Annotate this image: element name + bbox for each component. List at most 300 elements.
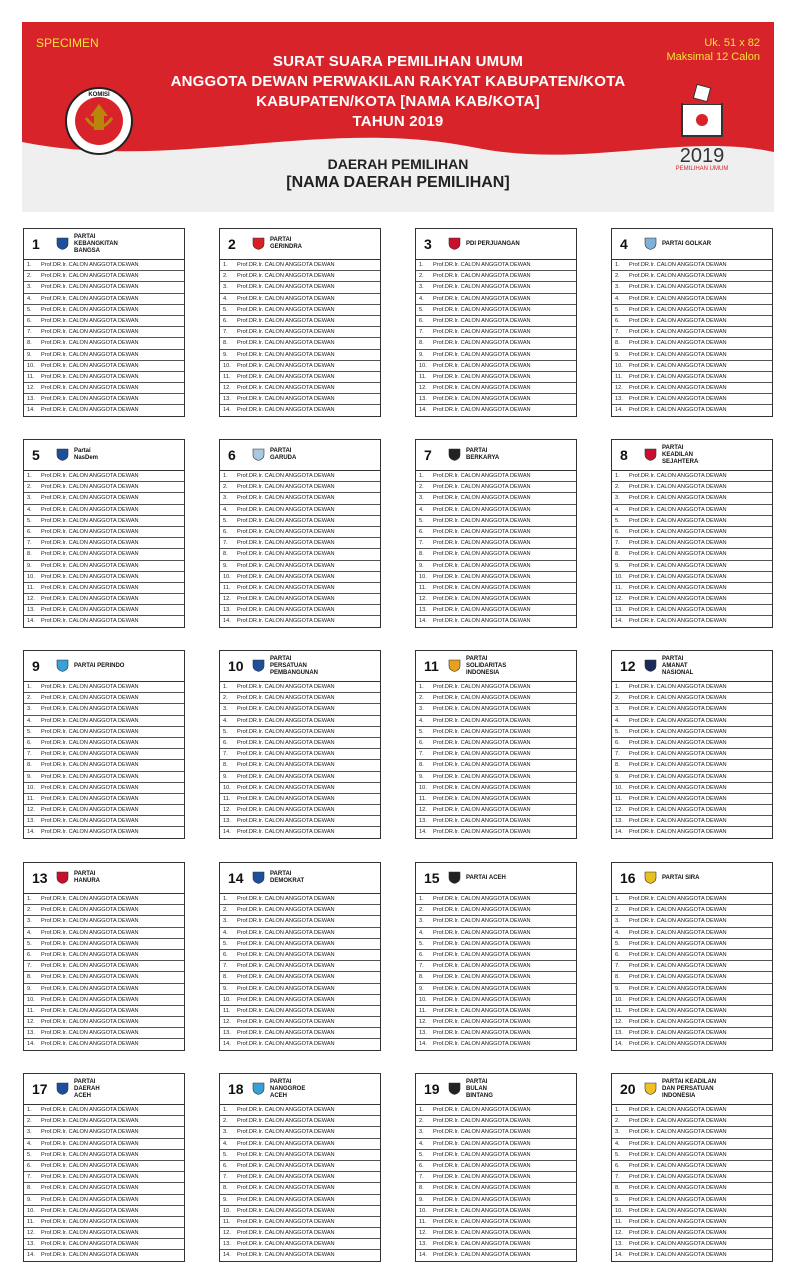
candidate-row[interactable] xyxy=(24,383,184,394)
candidate-row[interactable] xyxy=(612,616,772,626)
party-header[interactable] xyxy=(220,651,380,682)
candidate-row[interactable] xyxy=(220,772,380,783)
candidate-row[interactable] xyxy=(24,772,184,783)
candidate-row[interactable] xyxy=(612,294,772,305)
candidate-row[interactable] xyxy=(416,1228,576,1239)
candidate-row[interactable] xyxy=(416,1006,576,1017)
candidate-row[interactable] xyxy=(416,794,576,805)
candidate-row[interactable] xyxy=(220,894,380,905)
candidate-row[interactable] xyxy=(612,772,772,783)
candidate-row[interactable] xyxy=(24,271,184,282)
candidate-row[interactable] xyxy=(416,772,576,783)
candidate-row[interactable] xyxy=(220,1206,380,1217)
candidate-row[interactable] xyxy=(220,394,380,405)
party-header[interactable] xyxy=(24,863,184,894)
candidate-row[interactable] xyxy=(612,1017,772,1028)
party-header[interactable] xyxy=(416,651,576,682)
candidate-row[interactable] xyxy=(612,693,772,704)
candidate-row[interactable] xyxy=(416,1250,576,1260)
candidate-row[interactable] xyxy=(24,1217,184,1228)
candidate-row[interactable] xyxy=(220,1172,380,1183)
candidate-row[interactable] xyxy=(24,316,184,327)
candidate-row[interactable] xyxy=(416,505,576,516)
candidate-row[interactable] xyxy=(416,350,576,361)
candidate-row[interactable] xyxy=(612,805,772,816)
candidate-row[interactable] xyxy=(416,894,576,905)
candidate-row[interactable] xyxy=(220,516,380,527)
candidate-row[interactable] xyxy=(220,1116,380,1127)
candidate-row[interactable] xyxy=(612,1006,772,1017)
candidate-row[interactable] xyxy=(24,1028,184,1039)
candidate-row[interactable] xyxy=(220,727,380,738)
candidate-row[interactable] xyxy=(416,1217,576,1228)
candidate-row[interactable] xyxy=(24,682,184,693)
candidate-row[interactable] xyxy=(416,1195,576,1206)
candidate-row[interactable] xyxy=(612,682,772,693)
candidate-row[interactable] xyxy=(612,549,772,560)
candidate-row[interactable] xyxy=(220,783,380,794)
candidate-row[interactable] xyxy=(612,1161,772,1172)
candidate-row[interactable] xyxy=(612,760,772,771)
candidate-row[interactable] xyxy=(220,716,380,727)
party-header[interactable] xyxy=(612,863,772,894)
candidate-row[interactable] xyxy=(24,995,184,1006)
party-header[interactable] xyxy=(416,1074,576,1105)
candidate-row[interactable] xyxy=(220,1250,380,1260)
candidate-row[interactable] xyxy=(416,1028,576,1039)
candidate-row[interactable] xyxy=(416,516,576,527)
candidate-row[interactable] xyxy=(416,394,576,405)
candidate-row[interactable] xyxy=(24,1161,184,1172)
candidate-row[interactable] xyxy=(416,749,576,760)
candidate-row[interactable] xyxy=(24,493,184,504)
candidate-row[interactable] xyxy=(612,1028,772,1039)
candidate-row[interactable] xyxy=(220,505,380,516)
candidate-row[interactable] xyxy=(416,1161,576,1172)
candidate-row[interactable] xyxy=(220,583,380,594)
candidate-row[interactable] xyxy=(220,760,380,771)
candidate-row[interactable] xyxy=(416,961,576,972)
candidate-row[interactable] xyxy=(612,271,772,282)
candidate-row[interactable] xyxy=(612,482,772,493)
candidate-row[interactable] xyxy=(24,805,184,816)
candidate-row[interactable] xyxy=(24,538,184,549)
candidate-row[interactable] xyxy=(416,361,576,372)
candidate-row[interactable] xyxy=(24,738,184,749)
candidate-row[interactable] xyxy=(612,282,772,293)
candidate-row[interactable] xyxy=(220,282,380,293)
candidate-row[interactable] xyxy=(612,594,772,605)
candidate-row[interactable] xyxy=(220,561,380,572)
candidate-row[interactable] xyxy=(612,827,772,837)
candidate-row[interactable] xyxy=(416,538,576,549)
candidate-row[interactable] xyxy=(612,984,772,995)
candidate-row[interactable] xyxy=(612,1195,772,1206)
candidate-row[interactable] xyxy=(24,482,184,493)
candidate-row[interactable] xyxy=(416,482,576,493)
candidate-row[interactable] xyxy=(220,338,380,349)
candidate-row[interactable] xyxy=(612,972,772,983)
candidate-row[interactable] xyxy=(416,316,576,327)
candidate-row[interactable] xyxy=(220,693,380,704)
candidate-row[interactable] xyxy=(612,316,772,327)
candidate-row[interactable] xyxy=(220,805,380,816)
candidate-row[interactable] xyxy=(612,704,772,715)
candidate-row[interactable] xyxy=(612,327,772,338)
candidate-row[interactable] xyxy=(612,527,772,538)
candidate-row[interactable] xyxy=(220,616,380,626)
candidate-row[interactable] xyxy=(612,1239,772,1250)
candidate-row[interactable] xyxy=(24,1150,184,1161)
party-header[interactable] xyxy=(416,863,576,894)
candidate-row[interactable] xyxy=(24,1183,184,1194)
candidate-row[interactable] xyxy=(612,1183,772,1194)
party-header[interactable] xyxy=(24,229,184,260)
candidate-row[interactable] xyxy=(220,527,380,538)
candidate-row[interactable] xyxy=(24,282,184,293)
candidate-row[interactable] xyxy=(24,1206,184,1217)
candidate-row[interactable] xyxy=(24,727,184,738)
candidate-row[interactable] xyxy=(220,383,380,394)
candidate-row[interactable] xyxy=(416,271,576,282)
candidate-row[interactable] xyxy=(220,361,380,372)
candidate-row[interactable] xyxy=(416,1150,576,1161)
candidate-row[interactable] xyxy=(416,972,576,983)
candidate-row[interactable] xyxy=(24,816,184,827)
candidate-row[interactable] xyxy=(220,538,380,549)
party-header[interactable] xyxy=(220,1074,380,1105)
candidate-row[interactable] xyxy=(24,1195,184,1206)
candidate-row[interactable] xyxy=(416,383,576,394)
candidate-row[interactable] xyxy=(416,527,576,538)
candidate-row[interactable] xyxy=(24,961,184,972)
candidate-row[interactable] xyxy=(24,1139,184,1150)
candidate-row[interactable] xyxy=(24,372,184,383)
candidate-row[interactable] xyxy=(612,1172,772,1183)
candidate-row[interactable] xyxy=(24,950,184,961)
candidate-row[interactable] xyxy=(220,594,380,605)
candidate-row[interactable] xyxy=(416,493,576,504)
candidate-row[interactable] xyxy=(416,704,576,715)
candidate-row[interactable] xyxy=(416,1183,576,1194)
candidate-row[interactable] xyxy=(612,572,772,583)
candidate-row[interactable] xyxy=(416,1116,576,1127)
candidate-row[interactable] xyxy=(24,939,184,950)
candidate-row[interactable] xyxy=(220,493,380,504)
candidate-row[interactable] xyxy=(220,471,380,482)
candidate-row[interactable] xyxy=(24,338,184,349)
candidate-row[interactable] xyxy=(24,704,184,715)
party-header[interactable] xyxy=(612,229,772,260)
candidate-row[interactable] xyxy=(416,327,576,338)
candidate-row[interactable] xyxy=(612,260,772,271)
candidate-row[interactable] xyxy=(416,928,576,939)
candidate-row[interactable] xyxy=(416,827,576,837)
candidate-row[interactable] xyxy=(612,995,772,1006)
candidate-row[interactable] xyxy=(24,693,184,704)
candidate-row[interactable] xyxy=(416,1206,576,1217)
candidate-row[interactable] xyxy=(220,682,380,693)
candidate-row[interactable] xyxy=(220,260,380,271)
candidate-row[interactable] xyxy=(24,516,184,527)
candidate-row[interactable] xyxy=(24,471,184,482)
candidate-row[interactable] xyxy=(612,1150,772,1161)
candidate-row[interactable] xyxy=(220,972,380,983)
candidate-row[interactable] xyxy=(24,749,184,760)
candidate-row[interactable] xyxy=(416,561,576,572)
candidate-row[interactable] xyxy=(24,905,184,916)
candidate-row[interactable] xyxy=(612,1139,772,1150)
candidate-row[interactable] xyxy=(220,294,380,305)
party-header[interactable] xyxy=(416,229,576,260)
candidate-row[interactable] xyxy=(416,305,576,316)
party-header[interactable] xyxy=(24,651,184,682)
candidate-row[interactable] xyxy=(220,1195,380,1206)
party-header[interactable] xyxy=(24,440,184,471)
candidate-row[interactable] xyxy=(612,961,772,972)
candidate-row[interactable] xyxy=(612,561,772,572)
candidate-row[interactable] xyxy=(612,1116,772,1127)
candidate-row[interactable] xyxy=(24,594,184,605)
candidate-row[interactable] xyxy=(612,538,772,549)
candidate-row[interactable] xyxy=(612,783,772,794)
candidate-row[interactable] xyxy=(24,583,184,594)
candidate-row[interactable] xyxy=(612,394,772,405)
candidate-row[interactable] xyxy=(220,1039,380,1049)
candidate-row[interactable] xyxy=(612,605,772,616)
candidate-row[interactable] xyxy=(220,1239,380,1250)
candidate-row[interactable] xyxy=(220,1139,380,1150)
candidate-row[interactable] xyxy=(612,583,772,594)
candidate-row[interactable] xyxy=(24,572,184,583)
candidate-row[interactable] xyxy=(24,549,184,560)
candidate-row[interactable] xyxy=(24,1239,184,1250)
candidate-row[interactable] xyxy=(220,549,380,560)
candidate-row[interactable] xyxy=(220,405,380,415)
candidate-row[interactable] xyxy=(24,260,184,271)
candidate-row[interactable] xyxy=(416,716,576,727)
candidate-row[interactable] xyxy=(220,916,380,927)
candidate-row[interactable] xyxy=(416,572,576,583)
candidate-row[interactable] xyxy=(416,583,576,594)
candidate-row[interactable] xyxy=(612,716,772,727)
candidate-row[interactable] xyxy=(416,760,576,771)
candidate-row[interactable] xyxy=(612,916,772,927)
candidate-row[interactable] xyxy=(416,1172,576,1183)
candidate-row[interactable] xyxy=(24,305,184,316)
candidate-row[interactable] xyxy=(416,594,576,605)
candidate-row[interactable] xyxy=(416,294,576,305)
candidate-row[interactable] xyxy=(24,984,184,995)
candidate-row[interactable] xyxy=(416,905,576,916)
candidate-row[interactable] xyxy=(416,616,576,626)
candidate-row[interactable] xyxy=(24,1250,184,1260)
candidate-row[interactable] xyxy=(220,1017,380,1028)
candidate-row[interactable] xyxy=(416,605,576,616)
party-header[interactable] xyxy=(220,229,380,260)
party-header[interactable] xyxy=(612,1074,772,1105)
candidate-row[interactable] xyxy=(220,1217,380,1228)
candidate-row[interactable] xyxy=(220,1228,380,1239)
candidate-row[interactable] xyxy=(24,505,184,516)
candidate-row[interactable] xyxy=(612,1127,772,1138)
candidate-row[interactable] xyxy=(416,338,576,349)
candidate-row[interactable] xyxy=(612,816,772,827)
candidate-row[interactable] xyxy=(416,1017,576,1028)
candidate-row[interactable] xyxy=(416,405,576,415)
candidate-row[interactable] xyxy=(220,305,380,316)
candidate-row[interactable] xyxy=(416,693,576,704)
candidate-row[interactable] xyxy=(24,716,184,727)
candidate-row[interactable] xyxy=(220,1161,380,1172)
candidate-row[interactable] xyxy=(612,794,772,805)
candidate-row[interactable] xyxy=(220,738,380,749)
candidate-row[interactable] xyxy=(416,1039,576,1049)
candidate-row[interactable] xyxy=(24,1039,184,1049)
candidate-row[interactable] xyxy=(416,1139,576,1150)
candidate-row[interactable] xyxy=(24,928,184,939)
candidate-row[interactable] xyxy=(612,471,772,482)
candidate-row[interactable] xyxy=(24,1172,184,1183)
candidate-row[interactable] xyxy=(220,995,380,1006)
candidate-row[interactable] xyxy=(416,939,576,950)
candidate-row[interactable] xyxy=(612,1250,772,1260)
candidate-row[interactable] xyxy=(416,471,576,482)
candidate-row[interactable] xyxy=(220,1127,380,1138)
candidate-row[interactable] xyxy=(24,894,184,905)
candidate-row[interactable] xyxy=(220,794,380,805)
candidate-row[interactable] xyxy=(24,327,184,338)
candidate-row[interactable] xyxy=(416,727,576,738)
candidate-row[interactable] xyxy=(612,361,772,372)
candidate-row[interactable] xyxy=(612,338,772,349)
candidate-row[interactable] xyxy=(612,1105,772,1116)
candidate-row[interactable] xyxy=(612,905,772,916)
candidate-row[interactable] xyxy=(24,794,184,805)
candidate-row[interactable] xyxy=(612,1228,772,1239)
candidate-row[interactable] xyxy=(220,605,380,616)
candidate-row[interactable] xyxy=(220,939,380,950)
candidate-row[interactable] xyxy=(416,372,576,383)
candidate-row[interactable] xyxy=(416,549,576,560)
candidate-row[interactable] xyxy=(416,282,576,293)
candidate-row[interactable] xyxy=(220,905,380,916)
candidate-row[interactable] xyxy=(612,505,772,516)
candidate-row[interactable] xyxy=(416,1127,576,1138)
candidate-row[interactable] xyxy=(612,727,772,738)
candidate-row[interactable] xyxy=(416,805,576,816)
candidate-row[interactable] xyxy=(220,984,380,995)
party-header[interactable] xyxy=(612,651,772,682)
party-header[interactable] xyxy=(612,440,772,471)
candidate-row[interactable] xyxy=(416,783,576,794)
candidate-row[interactable] xyxy=(612,894,772,905)
candidate-row[interactable] xyxy=(220,271,380,282)
candidate-row[interactable] xyxy=(612,939,772,950)
candidate-row[interactable] xyxy=(416,260,576,271)
candidate-row[interactable] xyxy=(24,760,184,771)
candidate-row[interactable] xyxy=(24,361,184,372)
candidate-row[interactable] xyxy=(220,1183,380,1194)
candidate-row[interactable] xyxy=(24,827,184,837)
candidate-row[interactable] xyxy=(612,1217,772,1228)
candidate-row[interactable] xyxy=(24,350,184,361)
candidate-row[interactable] xyxy=(24,616,184,626)
candidate-row[interactable] xyxy=(24,916,184,927)
candidate-row[interactable] xyxy=(416,916,576,927)
candidate-row[interactable] xyxy=(220,961,380,972)
candidate-row[interactable] xyxy=(24,294,184,305)
candidate-row[interactable] xyxy=(24,1105,184,1116)
candidate-row[interactable] xyxy=(416,1105,576,1116)
candidate-row[interactable] xyxy=(612,372,772,383)
candidate-row[interactable] xyxy=(220,350,380,361)
party-header[interactable] xyxy=(416,440,576,471)
candidate-row[interactable] xyxy=(416,950,576,961)
candidate-row[interactable] xyxy=(24,1017,184,1028)
candidate-row[interactable] xyxy=(220,816,380,827)
candidate-row[interactable] xyxy=(612,383,772,394)
candidate-row[interactable] xyxy=(220,704,380,715)
candidate-row[interactable] xyxy=(612,1206,772,1217)
candidate-row[interactable] xyxy=(24,972,184,983)
candidate-row[interactable] xyxy=(416,816,576,827)
candidate-row[interactable] xyxy=(612,1039,772,1049)
candidate-row[interactable] xyxy=(220,950,380,961)
candidate-row[interactable] xyxy=(24,405,184,415)
candidate-row[interactable] xyxy=(612,738,772,749)
candidate-row[interactable] xyxy=(220,372,380,383)
candidate-row[interactable] xyxy=(24,1116,184,1127)
candidate-row[interactable] xyxy=(24,394,184,405)
candidate-row[interactable] xyxy=(220,327,380,338)
candidate-row[interactable] xyxy=(612,305,772,316)
candidate-row[interactable] xyxy=(416,738,576,749)
candidate-row[interactable] xyxy=(612,516,772,527)
candidate-row[interactable] xyxy=(612,350,772,361)
candidate-row[interactable] xyxy=(220,482,380,493)
candidate-row[interactable] xyxy=(24,527,184,538)
candidate-row[interactable] xyxy=(220,928,380,939)
candidate-row[interactable] xyxy=(612,493,772,504)
candidate-row[interactable] xyxy=(220,572,380,583)
candidate-row[interactable] xyxy=(24,605,184,616)
candidate-row[interactable] xyxy=(220,1028,380,1039)
candidate-row[interactable] xyxy=(416,995,576,1006)
candidate-row[interactable] xyxy=(220,827,380,837)
candidate-row[interactable] xyxy=(24,1006,184,1017)
party-header[interactable] xyxy=(220,863,380,894)
candidate-row[interactable] xyxy=(416,1239,576,1250)
candidate-row[interactable] xyxy=(220,1105,380,1116)
candidate-row[interactable] xyxy=(220,749,380,760)
candidate-row[interactable] xyxy=(220,1006,380,1017)
candidate-row[interactable] xyxy=(24,783,184,794)
party-header[interactable] xyxy=(24,1074,184,1105)
candidate-row[interactable] xyxy=(220,1150,380,1161)
candidate-row[interactable] xyxy=(612,405,772,415)
candidate-row[interactable] xyxy=(220,316,380,327)
candidate-row[interactable] xyxy=(416,984,576,995)
candidate-row[interactable] xyxy=(612,928,772,939)
candidate-row[interactable] xyxy=(416,682,576,693)
party-header[interactable] xyxy=(220,440,380,471)
candidate-row[interactable] xyxy=(612,749,772,760)
candidate-row[interactable] xyxy=(24,561,184,572)
candidate-row[interactable] xyxy=(24,1228,184,1239)
candidate-row[interactable] xyxy=(24,1127,184,1138)
candidate-row[interactable] xyxy=(612,950,772,961)
